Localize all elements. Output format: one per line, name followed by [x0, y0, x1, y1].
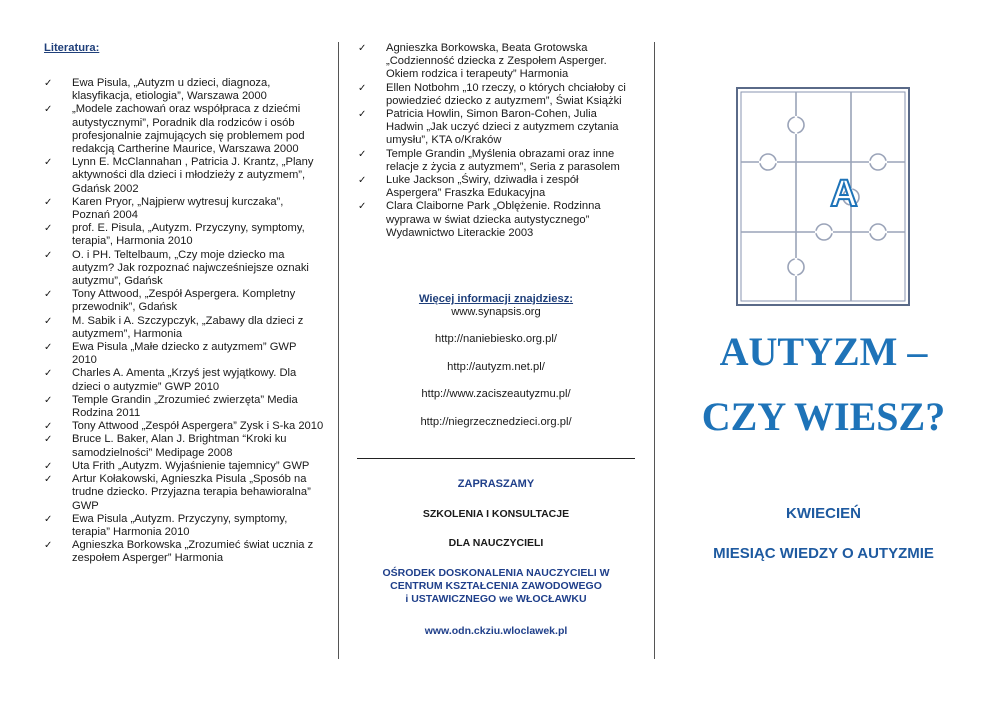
literature-item — [358, 42, 634, 82]
literature-item-text: Artur Kołakowski, Agnieszka Pisula „Sposób na trudne dziecko. Przyjazna terapia behawioralna” GWP — [72, 473, 311, 512]
column-divider-1 — [338, 42, 339, 659]
literature-list-continued — [358, 42, 634, 240]
literature-item-text: Ewa Pisula „Autyzm. Przyczyny, symptomy, terapia” Harmonia 2010 — [72, 512, 288, 538]
check-icon: ✓ — [44, 434, 53, 446]
check-icon: ✓ — [44, 196, 53, 208]
invite-line-2: DLA NAUCZYCIELI — [448, 537, 544, 549]
check-icon: ✓ — [44, 394, 53, 406]
literature-item-text: Temple Grandin „Zrozumieć zwierzęta” Media Rodzina 2011 — [72, 393, 298, 420]
check-icon: ✓ — [44, 513, 53, 525]
check-icon: ✓ — [44, 223, 53, 235]
literature-item — [44, 433, 324, 459]
literature-item — [44, 103, 324, 156]
check-icon: ✓ — [358, 43, 367, 54]
literature-item-text: Luke Jackson „Świry, dziwadła i zespół Aspergera” Fraszka Edukacyjna — [386, 174, 579, 200]
literature-item-text: O. i PH. Teltelbaum, „Czy moje dziecko ma autyzm? Jak rozpoznać najwcześniejsze oznaki autyzmu”, Gdańsk — [72, 248, 309, 288]
check-icon: ✓ — [44, 421, 53, 433]
literature-item-text: Karen Pryor, „Najpierw wytresuj kurczaka”, Poznań 2004 — [72, 195, 284, 222]
literature-item-text: Agnieszka Borkowska, Beata Grotowska „Codzienność dziecka z Zespołem Asperger. Okiem rodzica i terapeuty” Harmonia — [386, 42, 607, 81]
check-icon: ✓ — [358, 109, 367, 121]
literature-item — [44, 367, 324, 393]
literature-item — [44, 288, 324, 314]
check-icon: ✓ — [358, 148, 367, 160]
literature-item — [44, 460, 324, 473]
logo-letter: A — [830, 173, 858, 215]
link-zaciszeautyzmu[interactable]: http://www.zaciszeautyzmu.pl/ — [421, 388, 571, 400]
check-icon: ✓ — [358, 82, 367, 94]
check-icon: ✓ — [44, 342, 53, 354]
org-line-1: OŚRODEK DOSKONALENIA NAUCZYCIELI W — [382, 567, 610, 579]
check-icon: ✓ — [358, 175, 367, 187]
literature-item — [44, 249, 324, 289]
literature-item-text: Clara Claiborne Park „Oblężenie. Rodzinna wyprawa w świat dziecka autystycznego” Wydawnictwo Literackie 2003 — [386, 200, 601, 239]
check-icon: ✓ — [44, 315, 53, 327]
literature-item — [44, 77, 324, 103]
check-icon: ✓ — [358, 201, 367, 213]
cover-subtitle: MIESIĄC WIEDZY O AUTYZMIE — [713, 545, 934, 562]
check-icon: ✓ — [44, 157, 53, 169]
link-synapsis[interactable]: www.synapsis.org — [451, 306, 541, 318]
invite-heading: ZAPRASZAMY — [457, 478, 535, 490]
check-icon: ✓ — [44, 289, 53, 301]
literature-item-text: prof. E. Pisula, „Autyzm. Przyczyny, symptomy, terapia”, Harmonia 2010 — [72, 222, 305, 248]
literature-item-text: Temple Grandin „Myślenia obrazami oraz inne relacje z życia z autyzmem”, Seria z parasolem — [386, 147, 620, 173]
link-naniebiesko[interactable]: http://naniebiesko.org.pl/ — [435, 333, 557, 345]
cover-title-line-2: CZY WIESZ? — [701, 394, 946, 439]
section-separator — [357, 458, 635, 459]
literature-item-text: M. Sabik i A. Szczypczyk, „Zabawy dla dzieci z autyzmem”, Harmonia — [72, 314, 304, 340]
literature-item-text: Bruce L. Baker, Alan J. Brightman “Kroki ku samodzielności” Medipage 2008 — [72, 433, 287, 459]
literature-title: Literatura: — [44, 42, 100, 54]
literature-item-text: Patricia Howlin, Simon Baron-Cohen, Julia Hadwin „Jak uczyć dzieci z autyzmem czytania umysłu”, KTA o/Kraków — [386, 108, 619, 147]
literature-item — [44, 156, 324, 196]
org-line-2: CENTRUM KSZTAŁCENIA ZAWODOWEGO — [390, 580, 602, 592]
literature-item — [44, 196, 324, 222]
cover-month: KWIECIEŃ — [786, 505, 861, 522]
literature-item — [44, 539, 324, 565]
literature-item — [44, 513, 324, 539]
literature-item-text: Tony Attwood, „Zespół Aspergera. Kompletny przewodnik”, Gdańsk — [72, 288, 296, 314]
more-info-title — [358, 293, 634, 305]
check-icon: ✓ — [44, 249, 53, 261]
literature-item-text: Uta Frith „Autyzm. Wyjaśnienie tajemnicy” GWP — [72, 459, 310, 472]
invite-line-1: SZKOLENIA I KONSULTACJE — [422, 508, 570, 520]
literature-item-text: Ewa Pisula, „Autyzm u dzieci, diagnoza, klasyfikacja, etiologia”, Warszawa 2000 — [72, 77, 271, 103]
literature-item-text: Ellen Notbohm „10 rzeczy, o których chciałoby ci powiedzieć dziecko z autyzmem”, Świat Książki — [386, 81, 626, 107]
literature-item-text: Agnieszka Borkowska „Zrozumieć świat ucznia z zespołem Asperger” Harmonia — [72, 539, 314, 565]
literature-item-text: Tony Attwood „Zespół Aspergera” Zysk i S-ka 2010 — [72, 420, 324, 433]
literature-item — [44, 341, 324, 367]
literature-item — [44, 315, 324, 341]
literature-list — [44, 77, 324, 566]
literature-item — [358, 174, 634, 200]
literature-item — [358, 148, 634, 174]
org-website[interactable]: www.odn.ckziu.wloclawek.pl — [424, 625, 568, 637]
more-info-heading: Więcej informacji znajdziesz: — [418, 293, 574, 305]
literature-item-text: Lynn E. McClannahan , Patricia J. Krantz, „Plany aktywności dla dzieci i młodzieży z autyzmem”, Gdańsk 2002 — [72, 156, 314, 195]
link-autyzm-net[interactable]: http://autyzm.net.pl/ — [447, 361, 545, 373]
check-icon: ✓ — [44, 78, 53, 89]
cover-title-line-1: AUTYZM – — [719, 329, 928, 374]
literature-item-text: „Modele zachowań oraz współpraca z dziećmi autystycznymi”, Poradnik dla rodziców i osób profesjonalnie zajmujących się problemem pod redakcją Cartherine Maurice, Warszawa 2000 — [72, 103, 305, 156]
literature-item — [358, 108, 634, 148]
link-niegrzecznedzieci[interactable]: http://niegrzecznedzieci.org.pl/ — [420, 416, 572, 428]
literature-item-text: Ewa Pisula „Małe dziecko z autyzmem” GWP 2010 — [72, 341, 297, 367]
literature-item — [44, 222, 324, 248]
literature-item — [44, 420, 324, 433]
check-icon: ✓ — [44, 460, 53, 472]
literature-item — [358, 82, 634, 108]
check-icon: ✓ — [44, 474, 53, 486]
check-icon: ✓ — [44, 104, 53, 116]
check-icon: ✓ — [44, 368, 53, 380]
org-line-3: i USTAWICZNEGO we WŁOCŁAWKU — [405, 593, 587, 605]
literature-item — [44, 473, 324, 513]
literature-item — [44, 394, 324, 420]
check-icon: ✓ — [44, 540, 53, 552]
literature-item-text: Charles A. Amenta „Krzyś jest wyjątkowy. Dla dzieci o autyzmie” GWP 2010 — [72, 367, 297, 393]
literature-item — [358, 200, 634, 240]
